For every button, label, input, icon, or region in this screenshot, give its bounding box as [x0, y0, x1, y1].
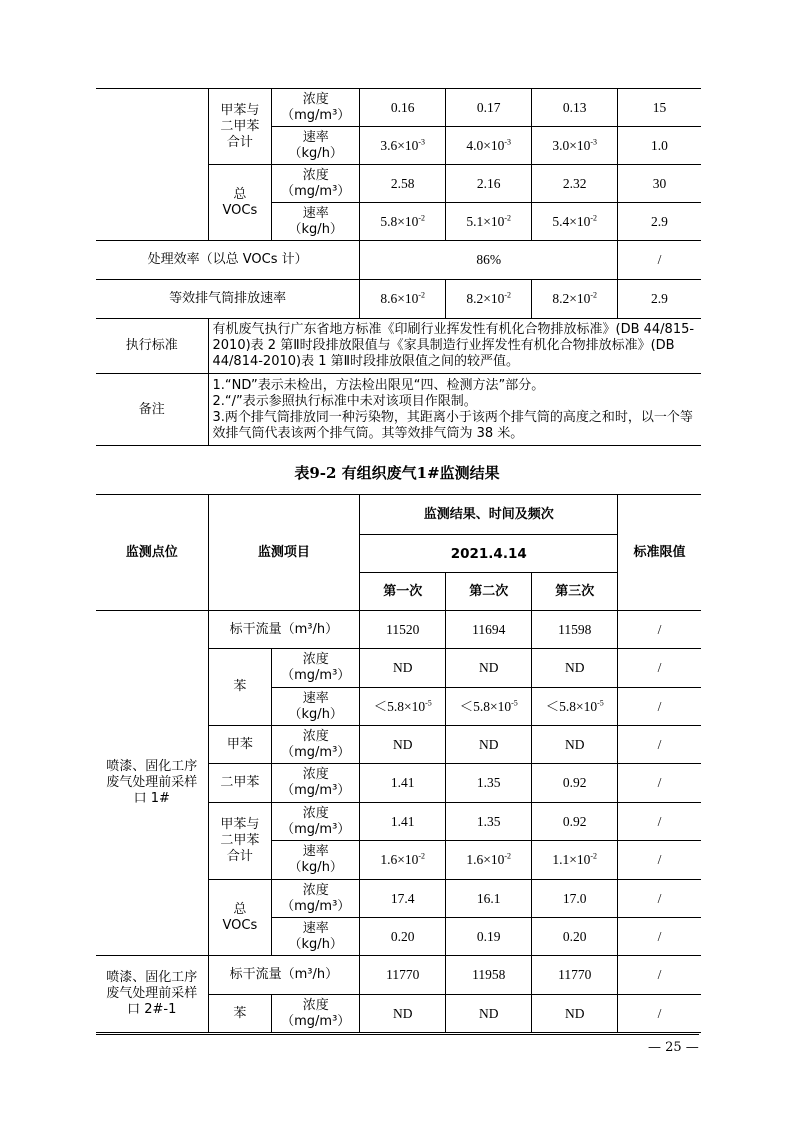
- value-cell: 1.35: [446, 803, 532, 841]
- exponent: -2: [590, 290, 598, 300]
- value-cell: ND: [360, 995, 446, 1033]
- table-row: [96, 956, 701, 995]
- value-cell: 11598: [532, 611, 618, 649]
- value-cell: 0.13: [532, 89, 618, 127]
- value-cell: $4.0\times 10^{-3}$: [446, 127, 532, 165]
- value-cell: $8.2\times 10^{-2}$: [532, 280, 618, 319]
- value-cell: $8.2\times 10^{-2}$: [446, 280, 532, 319]
- limit-cell: /: [618, 841, 701, 880]
- standard-label: 执行标准: [96, 319, 208, 374]
- value-cell: 1.41: [360, 803, 446, 841]
- value-cell: $3.6\times 10^{-3}$: [360, 127, 446, 165]
- value-cell: 16.1: [446, 880, 532, 918]
- table-row: [96, 611, 701, 649]
- header-row: [96, 495, 701, 535]
- value-cell: $8.6\times 10^{-2}$: [360, 280, 446, 319]
- monitoring-results-table: [96, 494, 701, 1033]
- value-cell: $3.0\times 10^{-3}$: [532, 127, 618, 165]
- efficiency-limit: /: [618, 241, 701, 280]
- value-cell: $1.6\times 10^{-2}$: [446, 841, 532, 880]
- value-cell: $<5.8\times 10^{-5}$: [532, 688, 618, 726]
- header-first: 第一次: [360, 573, 446, 611]
- param-cell: 浓度 （mg/m³）: [272, 89, 360, 127]
- exponent: -5: [511, 698, 518, 707]
- remark-line: 3.两个排气筒排放同一种污染物，其距离小于该两个排气筒的高度之和时，以一个等效排气筒代表该两个排气筒。其等效排气筒为 38 米。: [212, 409, 693, 441]
- value-cell: 11958: [446, 956, 532, 995]
- value-cell: 0.19: [446, 918, 532, 956]
- value-cell: 0.17: [446, 89, 532, 127]
- value-cell: 1.35: [446, 764, 532, 803]
- value-cell: 2.32: [532, 165, 618, 203]
- value-cell: ND: [532, 995, 618, 1033]
- remarks-text: [208, 374, 701, 446]
- value-cell: $5.4\times 10^{-2}$: [532, 203, 618, 241]
- value-cell: 2.16: [446, 165, 532, 203]
- limit-cell: 2.9: [618, 280, 701, 319]
- limit-cell: 2.9: [618, 203, 701, 241]
- header-point: 监测点位: [96, 495, 208, 611]
- value-cell: 0.16: [360, 89, 446, 127]
- remarks-row: [96, 374, 701, 446]
- item-cell: 甲苯与二甲苯合计: [208, 803, 272, 880]
- limit-cell: /: [618, 764, 701, 803]
- remark-line: 1.“ND”表示未检出，方法检出限见“四、检测方法”部分。: [212, 377, 545, 393]
- limit-cell: 1.0: [618, 127, 701, 165]
- value-cell: $5.8\times 10^{-2}$: [360, 203, 446, 241]
- value-cell: $1.1\times 10^{-2}$: [532, 841, 618, 880]
- standard-row: [96, 319, 701, 374]
- limit-cell: /: [618, 803, 701, 841]
- value-cell: 17.4: [360, 880, 446, 918]
- value-cell: $<5.8\times 10^{-5}$: [446, 688, 532, 726]
- param-cell: 速率 （kg/h）: [272, 918, 360, 956]
- point-cell: 喷漆、固化工序废气处理前采样口 2#-1: [96, 956, 208, 1033]
- param-cell: 浓度 （mg/m³）: [272, 880, 360, 918]
- blank-cell: [96, 89, 208, 241]
- page-number: — 25 —: [648, 1040, 699, 1055]
- table-title: 表9-2 有组织废气1#监测结果: [294, 464, 500, 482]
- flow-label: 标干流量（m³/h）: [208, 956, 360, 995]
- limit-cell: 15: [618, 89, 701, 127]
- value-cell: 0.92: [532, 803, 618, 841]
- header-result-time: 监测结果、时间及频次: [360, 495, 618, 535]
- exponent: -5: [425, 698, 432, 707]
- param-cell: 浓度 （mg/m³）: [272, 995, 360, 1033]
- equivalent-row: [96, 280, 701, 319]
- value-cell: $1.6\times 10^{-2}$: [360, 841, 446, 880]
- exponent: -2: [504, 851, 512, 861]
- limit-cell: /: [618, 995, 701, 1033]
- header-third: 第三次: [532, 573, 618, 611]
- header-item: 监测项目: [208, 495, 360, 611]
- header-date: 2021.4.14: [360, 535, 618, 573]
- value-cell: 2.58: [360, 165, 446, 203]
- efficiency-value: 86%: [360, 241, 618, 280]
- header-second: 第二次: [446, 573, 532, 611]
- param-cell: 浓度 （mg/m³）: [272, 764, 360, 803]
- header-limit: 标准限值: [618, 495, 701, 611]
- param-cell: 浓度 （mg/m³）: [272, 803, 360, 841]
- value-cell: ND: [360, 726, 446, 764]
- value-cell: 1.41: [360, 764, 446, 803]
- limit-cell: /: [618, 611, 701, 649]
- footer-rule: [96, 1034, 699, 1035]
- exponent: -2: [418, 290, 426, 300]
- limit-cell: /: [618, 649, 701, 688]
- item-cell: 二甲苯: [208, 764, 272, 803]
- point-cell: 喷漆、固化工序废气处理前采样口 1#: [96, 611, 208, 956]
- value-cell: $<5.8\times 10^{-5}$: [360, 688, 446, 726]
- table-row: [96, 89, 701, 127]
- value-cell: 11694: [446, 611, 532, 649]
- param-cell: 速率 （kg/h）: [272, 203, 360, 241]
- value-cell: 0.20: [360, 918, 446, 956]
- exponent: -2: [590, 851, 598, 861]
- equivalent-label: 等效排气筒排放速率: [96, 280, 360, 319]
- value-cell: ND: [532, 726, 618, 764]
- value-cell: $5.1\times 10^{-2}$: [446, 203, 532, 241]
- item-cell: 甲苯与二甲苯合计: [208, 89, 272, 165]
- remarks-label: 备注: [96, 374, 208, 446]
- exponent: -3: [418, 137, 426, 146]
- exponent: -5: [597, 698, 604, 707]
- limit-cell: /: [618, 956, 701, 995]
- remark-line: 2.“/”表示参照执行标准中未对该项目作限制。: [212, 393, 477, 409]
- value-cell: 11770: [360, 956, 446, 995]
- limit-cell: /: [618, 880, 701, 918]
- value-cell: 11520: [360, 611, 446, 649]
- param-cell: 速率 （kg/h）: [272, 127, 360, 165]
- flow-label: 标干流量（m³/h）: [208, 611, 360, 649]
- value-cell: ND: [446, 995, 532, 1033]
- value-cell: 0.20: [532, 918, 618, 956]
- param-cell: 速率 （kg/h）: [272, 841, 360, 880]
- item-cell: 苯: [208, 995, 272, 1033]
- exponent: -2: [590, 213, 598, 222]
- value-cell: ND: [446, 649, 532, 688]
- item-cell: 总VOCs: [208, 165, 272, 241]
- param-cell: 浓度 （mg/m³）: [272, 726, 360, 764]
- limit-cell: /: [618, 688, 701, 726]
- table-continuation: [96, 88, 701, 446]
- exponent: -2: [418, 851, 426, 861]
- item-cell: 甲苯: [208, 726, 272, 764]
- param-cell: 浓度 （mg/m³）: [272, 165, 360, 203]
- value-cell: ND: [532, 649, 618, 688]
- efficiency-label: 处理效率（以总 VOCs 计）: [96, 241, 360, 280]
- limit-cell: /: [618, 726, 701, 764]
- value-cell: 11770: [532, 956, 618, 995]
- exponent: -2: [504, 290, 512, 300]
- limit-cell: 30: [618, 165, 701, 203]
- exponent: -3: [504, 137, 512, 146]
- param-cell: 速率 （kg/h）: [272, 688, 360, 726]
- value-cell: ND: [446, 726, 532, 764]
- param-cell: 浓度 （mg/m³）: [272, 649, 360, 688]
- value-cell: 17.0: [532, 880, 618, 918]
- exponent: -2: [418, 213, 426, 222]
- item-cell: 苯: [208, 649, 272, 726]
- value-cell: 0.92: [532, 764, 618, 803]
- item-cell: 总VOCs: [208, 880, 272, 956]
- limit-cell: /: [618, 918, 701, 956]
- standard-text: 有机废气执行广东省地方标准《印刷行业挥发性有机化合物排放标准》(DB 44/815-2010)表 2 第Ⅱ时段排放限值与《家具制造行业挥发性有机化合物排放标准》(DB 44/814-2010)表 1 第Ⅱ时段排放限值之间的较严值。: [208, 319, 701, 374]
- efficiency-row: [96, 241, 701, 280]
- value-cell: ND: [360, 649, 446, 688]
- exponent: -3: [590, 137, 598, 146]
- exponent: -2: [504, 213, 512, 222]
